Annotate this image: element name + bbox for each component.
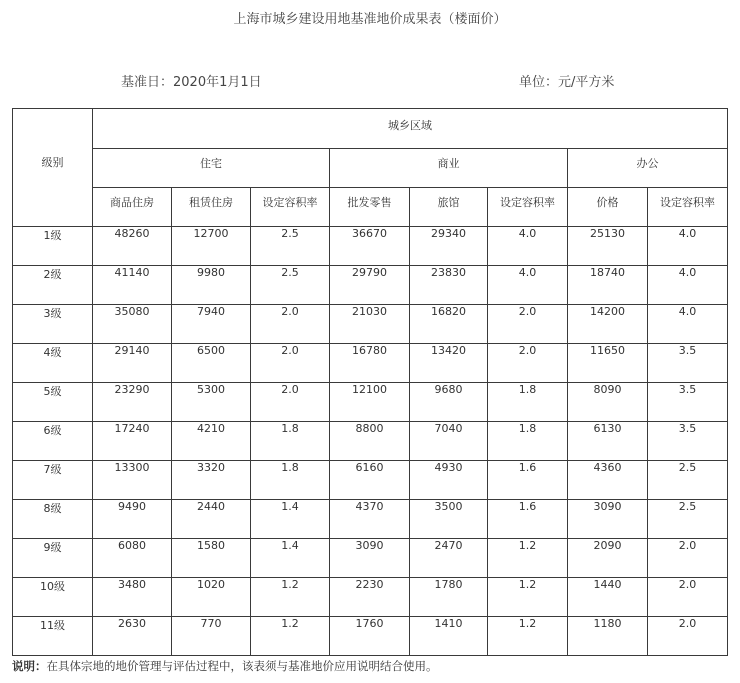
value-cell: 3.5 xyxy=(648,383,728,422)
grade-cell: 9级 xyxy=(13,539,93,578)
value-cell: 3480 xyxy=(93,578,172,617)
value-cell: 1.8 xyxy=(488,383,568,422)
value-cell: 1.2 xyxy=(488,578,568,617)
value-cell: 6130 xyxy=(568,422,648,461)
value-cell: 2090 xyxy=(568,539,648,578)
value-cell: 2.0 xyxy=(251,344,330,383)
table-row xyxy=(13,617,728,656)
value-cell: 6500 xyxy=(172,344,251,383)
header-group-residential: 住宅 xyxy=(93,149,330,188)
value-cell: 7940 xyxy=(172,305,251,344)
header-region: 城乡区域 xyxy=(93,109,728,149)
header-row-groups xyxy=(13,149,728,188)
value-cell: 2.0 xyxy=(648,539,728,578)
col-header-office-far: 设定容积率 xyxy=(648,188,728,227)
value-cell: 2.5 xyxy=(251,227,330,266)
value-cell: 1.6 xyxy=(488,500,568,539)
header-grade: 级别 xyxy=(13,109,93,227)
header-row-columns xyxy=(13,188,728,227)
col-header-wholesale-retail: 批发零售 xyxy=(330,188,410,227)
value-cell: 6160 xyxy=(330,461,410,500)
table-row xyxy=(13,266,728,305)
value-cell: 23290 xyxy=(93,383,172,422)
value-cell: 1.2 xyxy=(488,539,568,578)
grade-cell: 2级 xyxy=(13,266,93,305)
table-row xyxy=(13,461,728,500)
value-cell: 1.2 xyxy=(251,617,330,656)
value-cell: 1.8 xyxy=(251,422,330,461)
table-row xyxy=(13,344,728,383)
value-cell: 4.0 xyxy=(648,305,728,344)
page-title: 上海市城乡建设用地基准地价成果表（楼面价） xyxy=(233,12,507,27)
value-cell: 3320 xyxy=(172,461,251,500)
value-cell: 3090 xyxy=(568,500,648,539)
value-cell: 2470 xyxy=(410,539,488,578)
col-header-rental-housing: 租赁住房 xyxy=(172,188,251,227)
table-row xyxy=(13,422,728,461)
header-group-commercial: 商业 xyxy=(330,149,568,188)
grade-cell: 10级 xyxy=(13,578,93,617)
value-cell: 18740 xyxy=(568,266,648,305)
grade-cell: 7级 xyxy=(13,461,93,500)
col-header-office-price: 价格 xyxy=(568,188,648,227)
value-cell: 29140 xyxy=(93,344,172,383)
value-cell: 36670 xyxy=(330,227,410,266)
value-cell: 1.6 xyxy=(488,461,568,500)
header-row-region xyxy=(13,109,728,149)
value-cell: 3.5 xyxy=(648,344,728,383)
grade-cell: 8级 xyxy=(13,500,93,539)
value-cell: 1.2 xyxy=(488,617,568,656)
value-cell: 4210 xyxy=(172,422,251,461)
value-cell: 4.0 xyxy=(488,227,568,266)
grade-cell: 6级 xyxy=(13,422,93,461)
base-date: 基准日：2020年1月1日 xyxy=(121,75,262,90)
footnote-text: 在具体宗地的地价管理与评估过程中，该表须与基准地价应用说明结合使用。 xyxy=(46,659,438,673)
value-cell: 1410 xyxy=(410,617,488,656)
value-cell: 13300 xyxy=(93,461,172,500)
value-cell: 1.4 xyxy=(251,500,330,539)
value-cell: 2.0 xyxy=(648,617,728,656)
value-cell: 1180 xyxy=(568,617,648,656)
value-cell: 2.0 xyxy=(648,578,728,617)
value-cell: 770 xyxy=(172,617,251,656)
value-cell: 1.8 xyxy=(488,422,568,461)
value-cell: 12700 xyxy=(172,227,251,266)
footnote xyxy=(12,658,438,674)
land-price-table xyxy=(12,108,728,656)
table-row xyxy=(13,539,728,578)
value-cell: 21030 xyxy=(330,305,410,344)
value-cell: 2.0 xyxy=(488,344,568,383)
value-cell: 3500 xyxy=(410,500,488,539)
value-cell: 9980 xyxy=(172,266,251,305)
value-cell: 2440 xyxy=(172,500,251,539)
value-cell: 11650 xyxy=(568,344,648,383)
grade-cell: 4级 xyxy=(13,344,93,383)
value-cell: 2.0 xyxy=(251,305,330,344)
value-cell: 4.0 xyxy=(648,227,728,266)
value-cell: 8800 xyxy=(330,422,410,461)
value-cell: 9490 xyxy=(93,500,172,539)
value-cell: 48260 xyxy=(93,227,172,266)
value-cell: 2.5 xyxy=(251,266,330,305)
col-header-commercial-far: 设定容积率 xyxy=(488,188,568,227)
col-header-commodity-housing: 商品住房 xyxy=(93,188,172,227)
value-cell: 1.2 xyxy=(251,578,330,617)
table-row xyxy=(13,383,728,422)
value-cell: 3.5 xyxy=(648,422,728,461)
value-cell: 13420 xyxy=(410,344,488,383)
value-cell: 41140 xyxy=(93,266,172,305)
value-cell: 2.5 xyxy=(648,500,728,539)
footnote-label: 说明： xyxy=(12,659,47,673)
col-header-residential-far: 设定容积率 xyxy=(251,188,330,227)
value-cell: 1760 xyxy=(330,617,410,656)
value-cell: 1.4 xyxy=(251,539,330,578)
value-cell: 4.0 xyxy=(488,266,568,305)
value-cell: 5300 xyxy=(172,383,251,422)
value-cell: 2630 xyxy=(93,617,172,656)
table-row xyxy=(13,578,728,617)
value-cell: 1.8 xyxy=(251,461,330,500)
value-cell: 23830 xyxy=(410,266,488,305)
grade-cell: 11级 xyxy=(13,617,93,656)
value-cell: 8090 xyxy=(568,383,648,422)
value-cell: 16820 xyxy=(410,305,488,344)
value-cell: 25130 xyxy=(568,227,648,266)
table-row xyxy=(13,500,728,539)
value-cell: 1580 xyxy=(172,539,251,578)
value-cell: 29340 xyxy=(410,227,488,266)
value-cell: 1020 xyxy=(172,578,251,617)
value-cell: 14200 xyxy=(568,305,648,344)
header-group-office: 办公 xyxy=(568,149,728,188)
value-cell: 1440 xyxy=(568,578,648,617)
value-cell: 6080 xyxy=(93,539,172,578)
col-header-hotel: 旅馆 xyxy=(410,188,488,227)
grade-cell: 3级 xyxy=(13,305,93,344)
value-cell: 29790 xyxy=(330,266,410,305)
table-row xyxy=(13,227,728,266)
unit-label: 单位：元/平方米 xyxy=(519,75,615,90)
value-cell: 9680 xyxy=(410,383,488,422)
value-cell: 2.5 xyxy=(648,461,728,500)
value-cell: 12100 xyxy=(330,383,410,422)
grade-cell: 1级 xyxy=(13,227,93,266)
value-cell: 4360 xyxy=(568,461,648,500)
value-cell: 35080 xyxy=(93,305,172,344)
value-cell: 2230 xyxy=(330,578,410,617)
table-row xyxy=(13,305,728,344)
value-cell: 4930 xyxy=(410,461,488,500)
value-cell: 17240 xyxy=(93,422,172,461)
value-cell: 2.0 xyxy=(488,305,568,344)
value-cell: 3090 xyxy=(330,539,410,578)
value-cell: 1780 xyxy=(410,578,488,617)
grade-cell: 5级 xyxy=(13,383,93,422)
value-cell: 4.0 xyxy=(648,266,728,305)
value-cell: 2.0 xyxy=(251,383,330,422)
value-cell: 16780 xyxy=(330,344,410,383)
value-cell: 4370 xyxy=(330,500,410,539)
value-cell: 7040 xyxy=(410,422,488,461)
